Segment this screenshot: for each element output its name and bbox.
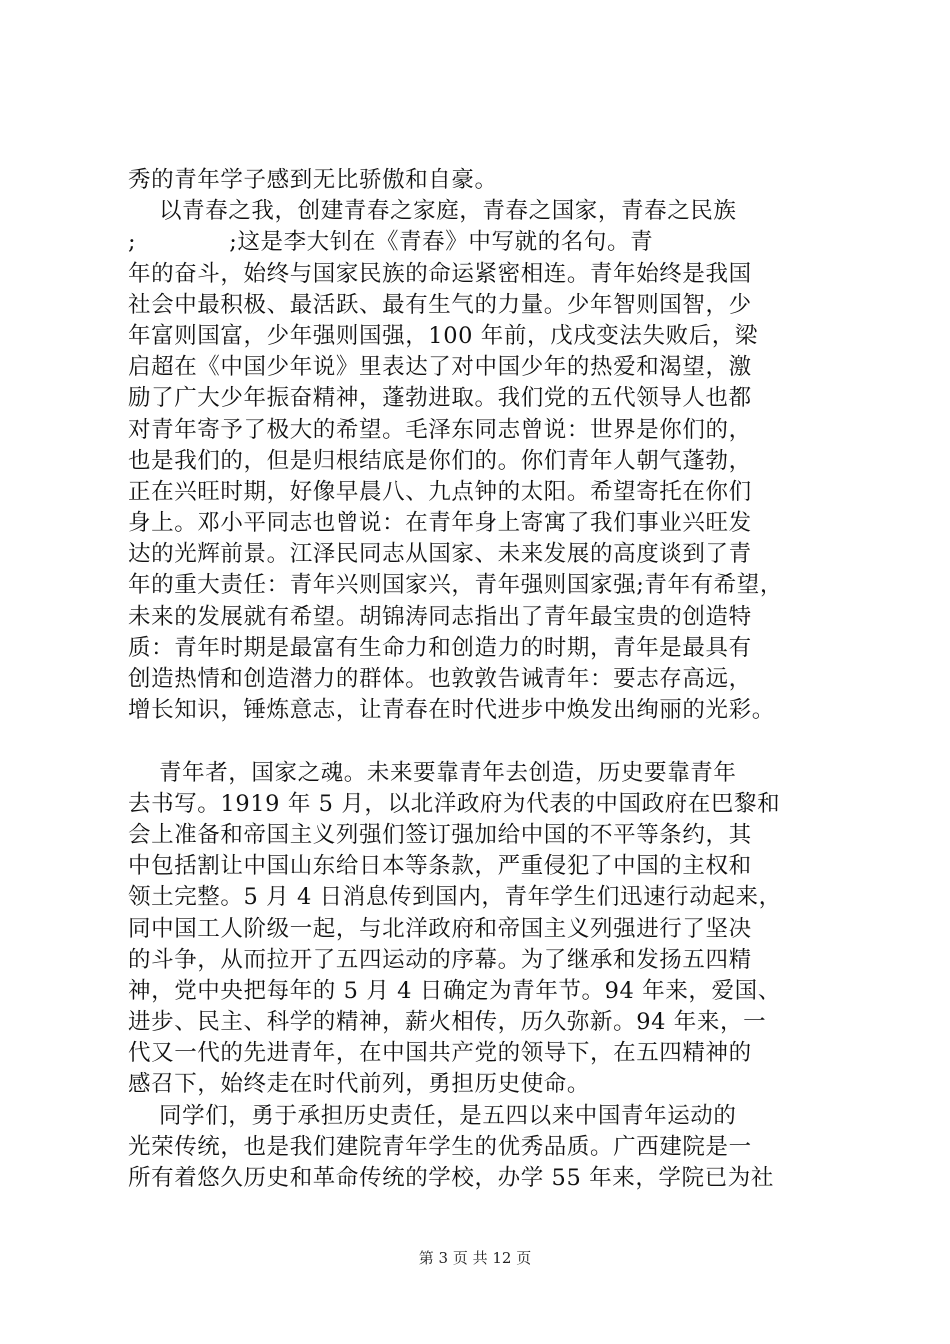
text-line: ; ;这是李大钊在《青春》中写就的名句。青 (128, 229, 654, 256)
text-line: 神，党中央把每年的 5 月 4 日确定为青年节。94 年来，爱国、 (128, 977, 781, 1004)
text-line: 身上。邓小平同志也曾说：在青年身上寄寓了我们事业兴旺发 (128, 510, 752, 537)
text-line: 会上准备和帝国主义列强们签订强加给中国的不平等条约，其 (128, 821, 752, 848)
page-number-footer: 第 3 页 共 12 页 (418, 1249, 532, 1267)
paragraph-2 (128, 196, 828, 726)
text-line: 以青春之我，创建青春之家庭，青春之国家，青春之民族 (128, 198, 737, 225)
text-line: 对青年寄予了极大的希望。毛泽东同志曾说：世界是你们的， (128, 416, 752, 443)
text-line: 创造热情和创造潜力的群体。也敦敦告诫青年：要志存高远， (128, 666, 752, 692)
text-line: 青年者，国家之魂。未来要靠青年去创造，历史要靠青年 (128, 759, 737, 786)
text-line: 年的奋斗，始终与国家民族的命运紧密相连。青年始终是我国 (128, 260, 752, 287)
text-line: 代又一代的先进青年，在中国共产党的领导下，在五四精神的 (128, 1040, 752, 1067)
text-line: 正在兴旺时期，好像早晨八、九点钟的太阳。希望寄托在你们 (128, 478, 752, 505)
text-line: 所有着悠久历史和革命传统的学校，办学 55 年来，学院已为社 (128, 1165, 774, 1191)
text-line: 质：青年时期是最富有生命力和创造力的时期，青年是最具有 (128, 634, 752, 661)
text-line: 去书写。1919 年 5 月，以北洋政府为代表的中国政府在巴黎和 (128, 790, 781, 817)
text-line: 秀的青年学子感到无比骄傲和自豪。 (128, 167, 498, 193)
text-line: 中包括割让中国山东给日本等条款，严重侵犯了中国的主权和 (128, 853, 752, 880)
text-line: 同学们，勇于承担历史责任，是五四以来中国青年运动的 (128, 1102, 737, 1129)
paragraph-4 (128, 1101, 828, 1195)
text-line: 的斗争，从而拉开了五四运动的序幕。为了继承和发扬五四精 (128, 946, 752, 973)
text-line: 也是我们的，但是归根结底是你们的。你们青年人朝气蓬勃， (128, 447, 752, 474)
text-line: 进步、民主、科学的精神，薪火相传，历久弥新。94 年来，一 (128, 1009, 767, 1036)
text-line: 感召下，始终走在时代前列，勇担历史使命。 (128, 1071, 591, 1098)
text-line: 年的重大责任：青年兴则国家兴，青年强则国家强;青年有希望， (128, 572, 783, 599)
paragraph-1 (128, 165, 828, 196)
text-line: 同中国工人阶级一起，与北洋政府和帝国主义列强进行了坚决 (128, 915, 752, 942)
text-line: 达的光辉前景。江泽民同志从国家、未来发展的高度谈到了青 (128, 541, 752, 568)
text-line: 社会中最积极、最活跃、最有生气的力量。少年智则国智，少 (128, 291, 752, 318)
text-line: 未来的发展就有希望。胡锦涛同志指出了青年最宝贵的创造特 (128, 603, 752, 630)
text-line: 启超在《中国少年说》里表达了对中国少年的热爱和渴望，激 (128, 354, 752, 381)
text-line: 年富则国富，少年强则国强，100 年前，戊戌变法失败后，梁 (128, 322, 758, 349)
paragraph-gap (128, 726, 828, 757)
paragraph-3 (128, 758, 828, 1101)
body-text (128, 165, 828, 1194)
text-line: 光荣传统，也是我们建院青年学生的优秀品质。广西建院是一 (128, 1133, 752, 1160)
text-line: 增长知识，锤炼意志，让青春在时代进步中焕发出绚丽的光彩。 (128, 697, 775, 724)
text-line: 励了广大少年振奋精神，蓬勃进取。我们党的五代领导人也都 (128, 385, 752, 412)
text-line: 领土完整。5 月 4 日消息传到国内，青年学生们迅速行动起来， (128, 884, 782, 911)
